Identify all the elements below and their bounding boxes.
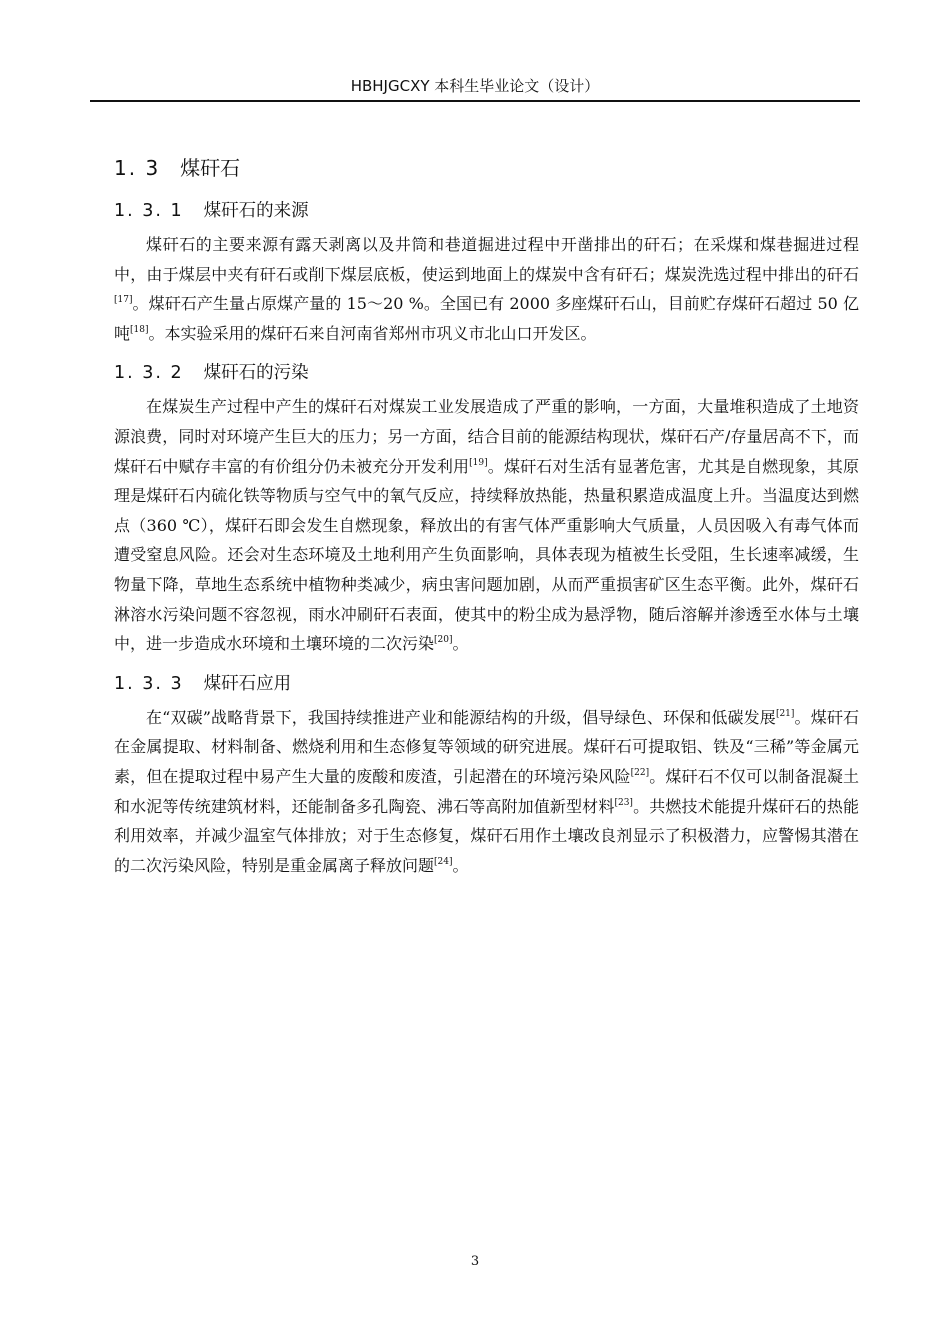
subsection-heading-source [114,194,859,228]
page-number: 3 [470,1254,480,1269]
citation[interactable]: [19] [469,457,488,468]
subsection-title: 煤矸石的污染 [203,363,309,384]
section-number: 1. 3 [114,156,161,180]
section-heading [114,148,859,188]
paragraph-pollution [114,392,859,658]
citation[interactable]: [20] [434,635,453,646]
citation[interactable]: [24] [434,856,453,867]
citation[interactable]: [18] [130,324,149,335]
citation[interactable]: [23] [614,797,633,808]
subsection-number: 1. 3. 2 [114,363,184,384]
subsection-number: 1. 3. 3 [114,673,184,694]
paragraph-application [114,703,859,881]
paragraph-text: 。本实验采用的煤矸石来自河南省郑州市巩义市北山口开发区。 [148,323,597,343]
paragraph-text: 。煤矸石在金属提取、材料制备、燃烧利用和生态修复等领域的研究进展。煤矸石可提取铝、铁及“三稀”等金属元素，但在提取过程中易产生大量的废酸和废渣，引起潜在的环境污染风险 [114,707,859,786]
header-rule [90,100,860,102]
subsection-heading-application [114,667,859,701]
citation[interactable]: [17] [114,295,133,306]
paragraph-text: 。煤矸石产生量占原煤产量的 15～20 %。全国已有 2000 多座煤矸石山，目前贮存煤矸石超过 50 亿吨 [114,294,859,343]
paragraph-text: 。共燃技术能提升煤矸石的热能利用效率，并减少温室气体排放；对于生态修复，煤矸石用作土壤改良剂显示了积极潜力，应警惕其潜在的二次污染风险，特别是重金属离子释放问题 [114,796,859,875]
paragraph-text: 在“双碳”战略背景下，我国持续推进产业和能源结构的升级，倡导绿色、环保和低碳发展 [146,707,776,727]
page-body [114,148,859,888]
subsection-number: 1. 3. 1 [114,201,184,221]
paragraph-source [114,230,859,348]
section-title: 煤矸石 [180,156,241,180]
paragraph-text: 煤矸石的主要来源有露天剥离以及井筒和巷道掘进过程中开凿排出的矸石；在采煤和煤巷掘进过程中，由于煤层中夹有矸石或削下煤层底板，使运到地面上的煤炭中含有矸石；煤炭洗选过程中排出的矸石 [114,235,859,284]
subsection-title: 煤矸石的来源 [203,201,309,221]
citation[interactable]: [22] [630,767,650,778]
paragraph-text: 。煤矸石不仅可以制备混凝土和水泥等传统建筑材料，还能制备多孔陶瓷、沸石等高附加值新型材料 [114,766,859,816]
citation[interactable]: [21] [775,708,795,719]
subsection-heading-pollution [114,356,859,390]
subsection-title: 煤矸石应用 [203,673,292,694]
paragraph-text: 在煤炭生产过程中产生的煤矸石对煤炭工业发展造成了严重的影响，一方面，大量堆积造成了土地资源浪费，同时对环境产生巨大的压力；另一方面，结合目前的能源结构现状，煤矸石产/存量居高不下，而煤矸石中赋存丰富的有价组分仍未被充分开发利用 [114,397,859,476]
running-header: HBHJGCXY 本科生毕业论文（设计） [350,77,600,95]
paragraph-text: 。 [452,855,469,875]
paragraph-text: 。 [452,634,469,654]
paragraph-text: 。煤矸石对生活有显著危害，尤其是自燃现象，其原理是煤矸石内硫化铁等物质与空气中的氧气反应，持续释放热能，热量积累造成温度上升。当温度达到燃点（360 ℃），煤矸石即会发生自燃现象，释放出的有害气体严重影响大气质量，人员因吸入有毒气体而遭受窒息风险。还会对生态环境及土地利用产生负面影响，具体表现为植被生长受阻，生长速率减缓，生物量下降，草地生态系统中植物种类减少，病虫害问题加剧，从而严重损害矿区生态平衡。此外，煤矸石淋溶水污染问题不容忽视，雨水冲刷矸石表面，使其中的粉尘成为悬浮物，随后溶解并渗透至水体与土壤中，进一步造成水环境和土壤环境的二次污染 [114,456,859,654]
